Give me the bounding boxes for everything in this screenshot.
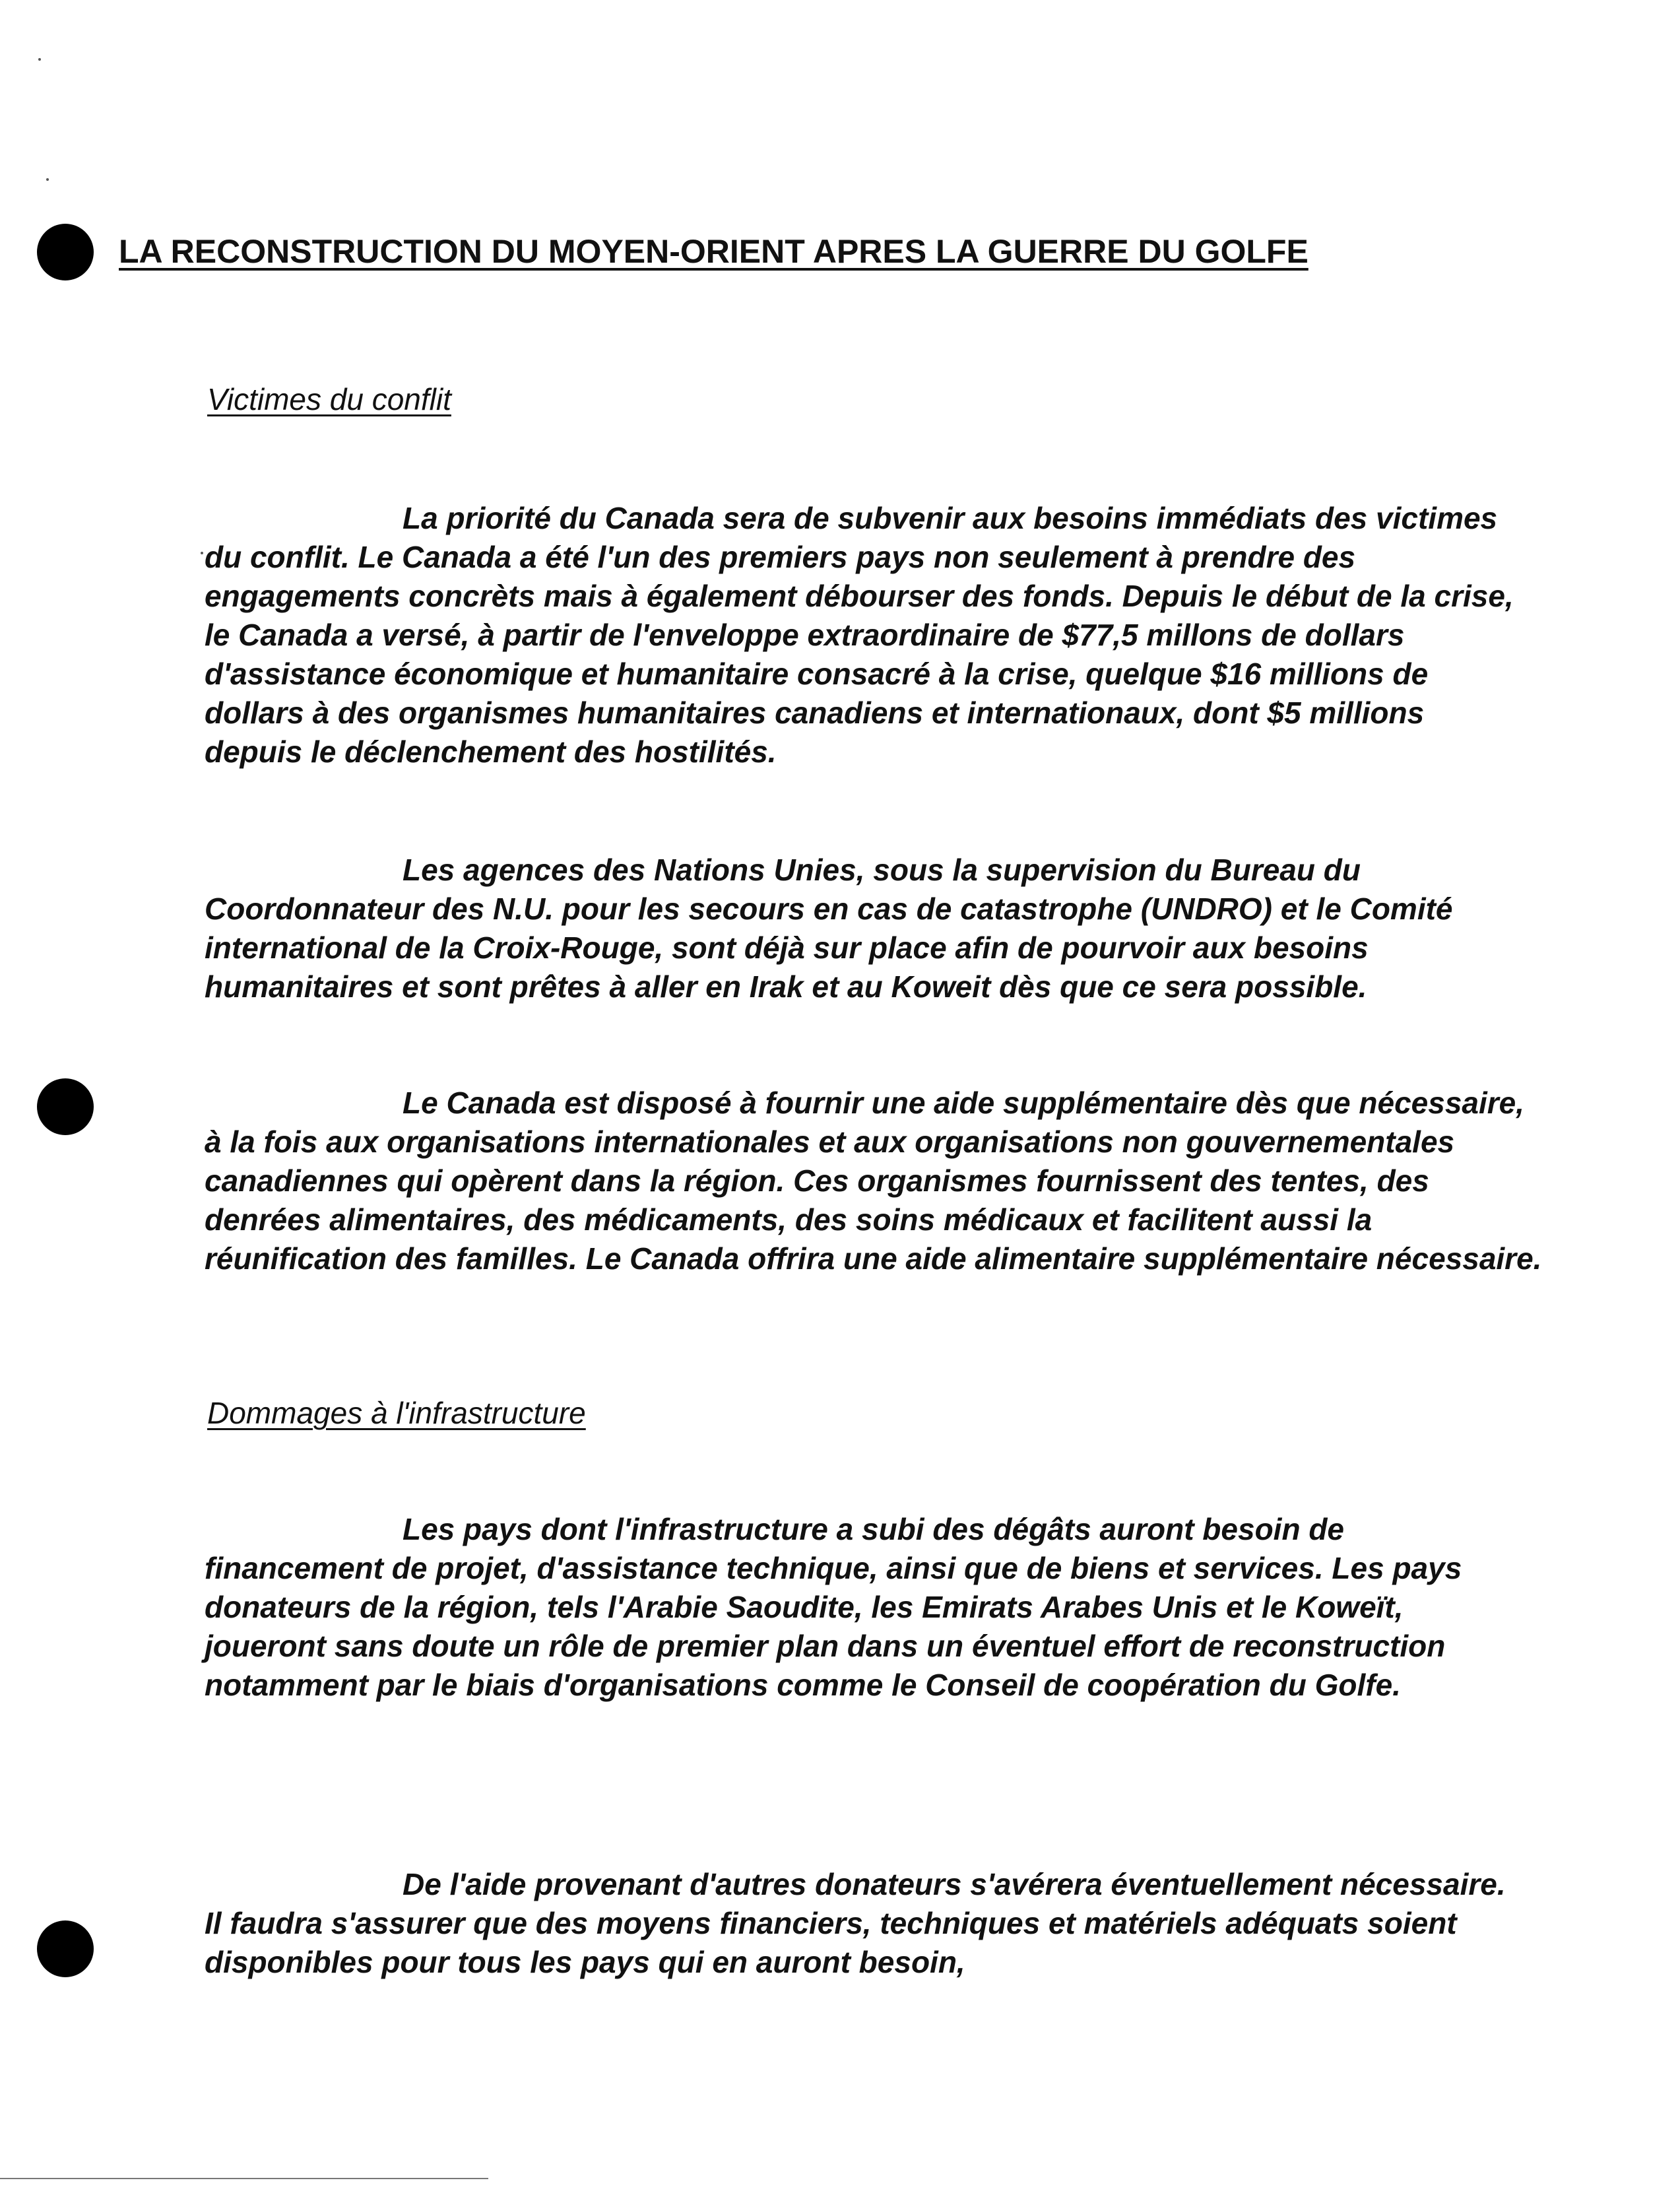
paragraph-infrastructure-funding: Les pays dont l'infrastructure a subi des dégâts auront besoin de financement de projet, d'assistance technique, ainsi que de biens et services. Les pays donateurs de la région, tels l'Arabie Saoudite, les Emirats Arabes Unis et le Koweït, joueront sans doute un rôle de premier plan dans un éventuel effort de reconstruction notamment par le biais d'organisations comme le Conseil de coopération du Golfe. (205, 1512, 1462, 1702)
punch-hole-top (37, 224, 94, 280)
punch-hole-bottom (37, 1920, 94, 1977)
section-heading-infrastructure: Dommages à l'infrastructure (207, 1396, 586, 1430)
scan-speck (38, 58, 41, 61)
scan-speck (201, 552, 203, 554)
punch-hole-middle (37, 1078, 94, 1135)
document-title: LA RECONSTRUCTION DU MOYEN-ORIENT APRES LA GUERRE DU GOLFE (119, 233, 1308, 270)
paragraph-un-agencies: Les agences des Nations Unies, sous la supervision du Bureau du Coordonnateur des N.U. pour les secours en cas de catastrophe (UNDRO) et le Comité international de la Croix-Rouge, sont déjà sur place afin de pourvoir aux besoins humanitaires et sont prêtes à aller en Irak et au Koweit dès que ce sera possible. (205, 853, 1453, 1004)
paragraph-other-donors: De l'aide provenant d'autres donateurs s'avérera éventuellement nécessaire. Il faudra s'assurer que des moyens financiers, techniques et matériels adéquats soient disponibles pour tous les pays qui en auront besoin, (205, 1867, 1506, 1979)
section-heading-victims: Victimes du conflit (207, 382, 451, 416)
paragraph-victims-priority: La priorité du Canada sera de subvenir aux besoins immédiats des victimes du conflit. Le Canada a été l'un des premiers pays non seulement à prendre des engagements concrèts mais à également débourser des fonds. Depuis le début de la crise, le Canada a versé, à partir de l'enveloppe extraordinaire de $77,5 millons de dollars d'assistance économique et humanitaire consacré à la crise, quelque $16 millions de dollars à des organismes humanitaires canadiens et internationaux, dont $5 millions depuis le déclenchement des hostilités. (205, 501, 1514, 769)
paragraph-canada-additional-aid: Le Canada est disposé à fournir une aide supplémentaire dès que nécessaire, à la fois aux organisations internationales et aux organisations non gouvernementales canadiennes qui opèrent dans la région. Ces organismes fournissent des tentes, des denrées alimentaires, des médicaments, des soins médicaux et facilitent aussi la réunification des familles. Le Canada offrira une aide alimentaire supplémentaire nécessaire. (205, 1086, 1542, 1276)
scan-speck (46, 178, 49, 181)
bottom-edge-line (0, 2178, 488, 2179)
